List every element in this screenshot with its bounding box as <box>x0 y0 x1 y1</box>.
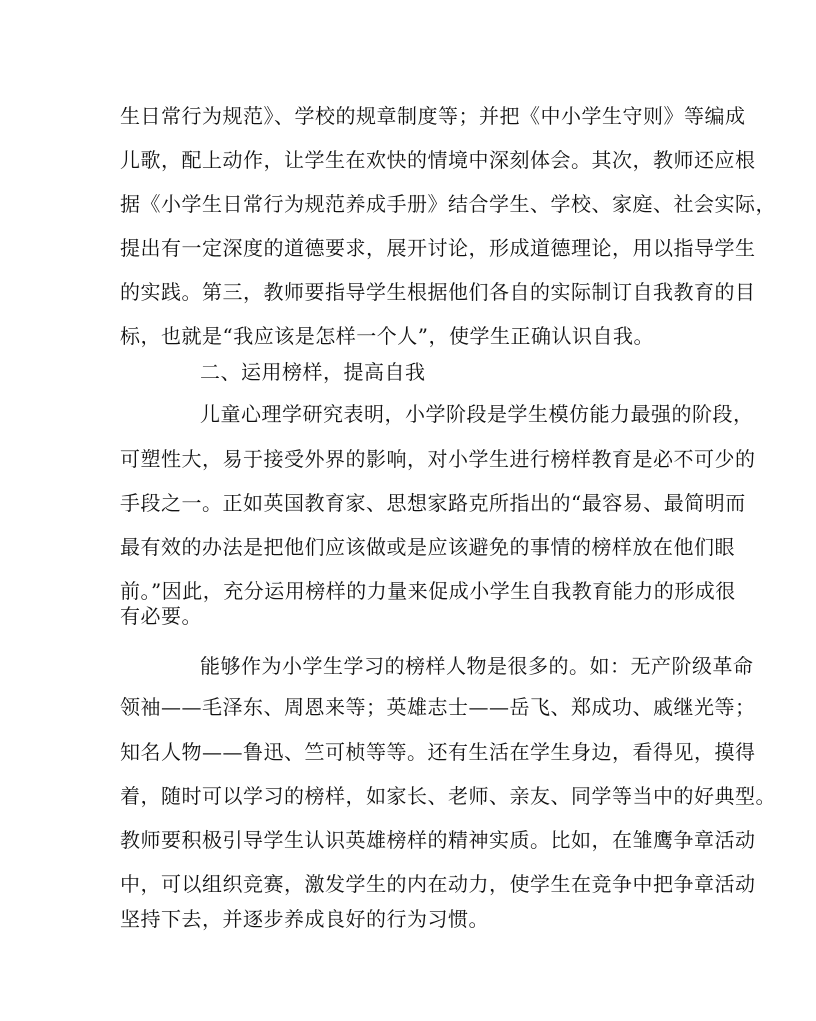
paragraph-3-line-5: 教师要积极引导学生认识英雄榜样的精神实质。比如，在雏鹰争章活动 <box>120 828 756 852</box>
paragraph-1-line-1: 生日常行为规范》、学校的规章制度等；并把《中小学生守则》等编成 <box>120 104 746 128</box>
paragraph-1-line-3: 据《小学生日常行为规范养成手册》结合学生、学校、家庭、社会实际， <box>120 192 776 216</box>
paragraph-3-line-2: 领袖——毛泽东、周恩来等；英雄志士——岳飞、郑成功、戚继光等； <box>120 695 756 719</box>
paragraph-1-line-6: 标，也就是“我应该是怎样一个人”，使学生正确认识自我。 <box>120 324 654 348</box>
paragraph-2-line-2: 可塑性大，易于接受外界的影响，对小学生进行榜样教育是必不可少的 <box>120 447 756 471</box>
paragraph-3-line-6: 中，可以组织竞赛，激发学生的内在动力，使学生在竞争中把争章活动 <box>120 872 756 896</box>
paragraph-3-line-1: 能够作为小学生学习的榜样人物是很多的。如：无产阶级革命 <box>200 654 754 678</box>
paragraph-3-line-7: 坚持下去，并逐步养成良好的行为习惯。 <box>120 907 489 931</box>
paragraph-2-line-4: 最有效的办法是把他们应该做或是应该避免的事情的榜样放在他们眼 <box>120 535 735 559</box>
paragraph-2-line-6: 有必要。 <box>120 604 202 628</box>
paragraph-1-line-2: 儿歌，配上动作，让学生在欢快的情境中深刻体会。其次，教师还应根 <box>120 148 756 172</box>
paragraph-2-line-1: 儿童心理学研究表明，小学阶段是学生模仿能力最强的阶段， <box>200 402 754 426</box>
paragraph-3-line-3: 知名人物——鲁迅、竺可桢等等。还有生活在学生身边，看得见，摸得 <box>120 740 756 764</box>
section-heading: 二、运用榜样，提高自我 <box>200 360 426 384</box>
paragraph-1-line-4: 提出有一定深度的道德要求，展开讨论，形成道德理论，用以指导学生 <box>120 236 756 260</box>
paragraph-2-line-5: 前。”因此，充分运用榜样的力量来促成小学生自我教育能力的形成很 <box>120 579 736 603</box>
paragraph-3-line-4: 着，随时可以学习的榜样，如家长、老师、亲友、同学等当中的好典型。 <box>120 784 776 808</box>
paragraph-2-line-3: 手段之一。正如英国教育家、思想家路克所指出的“最容易、最简明而 <box>120 491 746 515</box>
paragraph-1-line-5: 的实践。第三，教师要指导学生根据他们各自的实际制订自我教育的目 <box>120 280 756 304</box>
